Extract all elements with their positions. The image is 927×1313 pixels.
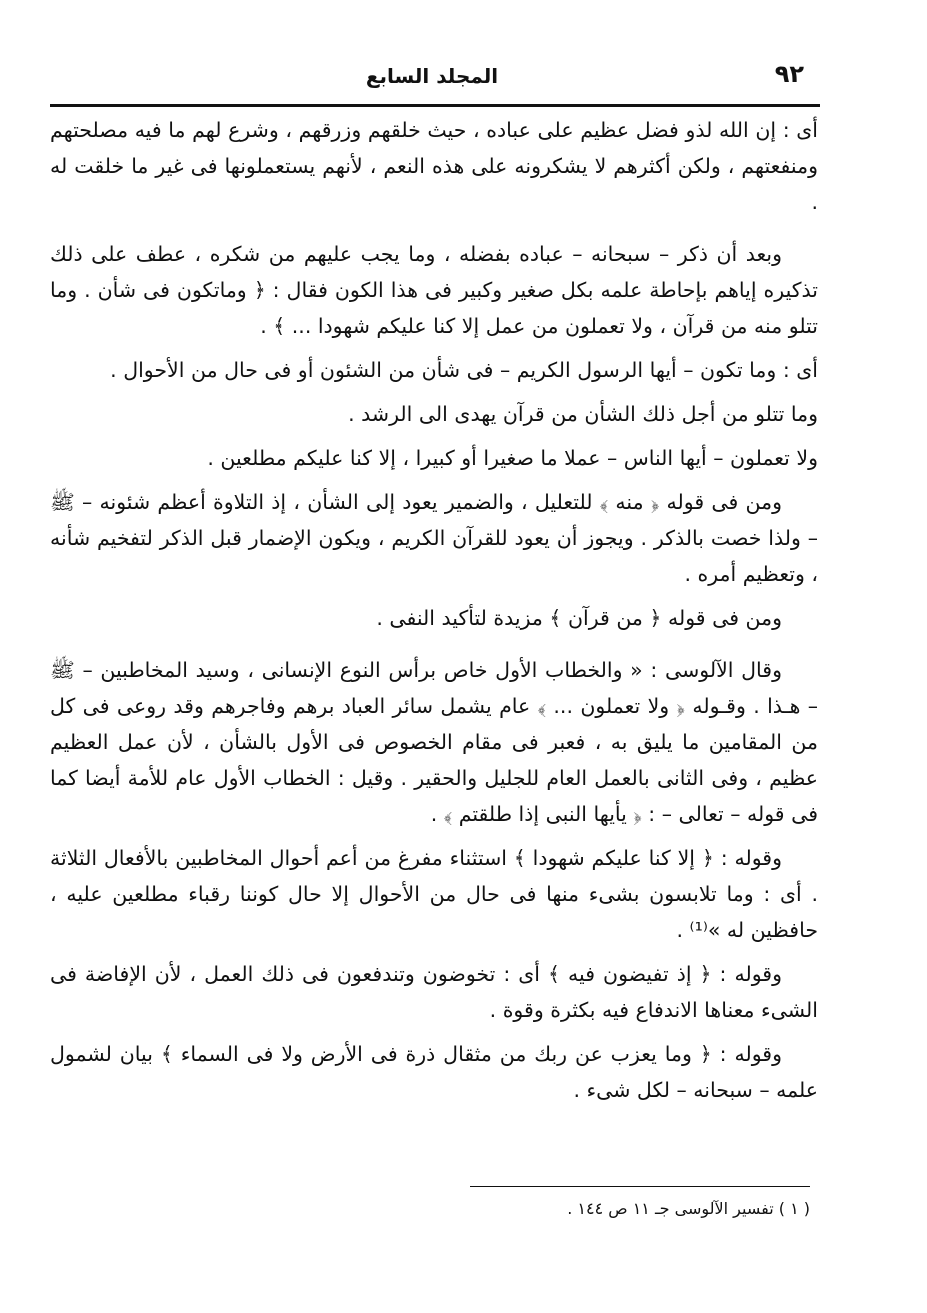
paragraph: ومن فى قوله ﴿ منه ﴾ للتعليل ، والضمير يعود إلى الشأن ، إذ التلاوة أعظم شئونه – ﷺ – ولذا خصت بالذكر . ويجوز أن يعود للقرآن الكريم ، ويكون الإضمار قبل الذكر لتفخيم شأنه ، وتعظيم أمره .	[50, 490, 818, 586]
paragraph: وقوله : ﴿ وما يعزب عن ربك من مثقال ذرة فى الأرض ولا فى السماء ﴾ بيان لشمول علمه – سبحانه – لكل شىء .	[50, 1042, 818, 1102]
paragraph: وقوله : ﴿ إذ تفيضون فيه ﴾ أى : تخوضون وتندفعون فى ذلك العمل ، لأن الإفاضة فى الشىء معناها الاندفاع فيه بكثرة وقوة .	[50, 962, 818, 1022]
paragraph: وقوله : ﴿ إلا كنا عليكم شهودا ﴾ استثناء مفرغ من أعم أحوال المخاطبين بالأفعال الثلاثة . أى : وما تلابسون بشىء منها فى حال من الأحوال إلا حال كوننا رقباء مطلعين عليه ، حافظين له »⁽¹⁾ .	[50, 846, 818, 942]
running-title: المجلد السابع	[365, 64, 499, 88]
header-divider	[50, 104, 820, 107]
paragraph: أى : إن الله لذو فضل عظيم على عباده ، حيث خلقهم وزرقهم ، وشرع لهم ما فيه مصلحتهم ومنفعتهم ، ولكن أكثرهم لا يشكرونه على هذه النعم ، لأنهم يستعملونها فى غير ما خلقت له .	[50, 118, 818, 214]
paragraph: أى : وما تكون – أيها الرسول الكريم – فى شأن من الشئون أو فى حال من الأحوال .	[110, 358, 818, 382]
paragraph: وما تتلو من أجل ذلك الشأن من قرآن يهدى الى الرشد .	[348, 402, 818, 426]
paragraph: ومن فى قوله ﴿ من قرآن ﴾ مزيدة لتأكيد النفى .	[376, 606, 782, 630]
paragraph: ولا تعملون – أيها الناس – عملا ما صغيرا أو كبيرا ، إلا كنا عليكم مطلعين .	[207, 446, 818, 470]
footnote-divider	[470, 1186, 810, 1187]
body-text	[50, 112, 818, 1116]
page-header	[52, 52, 812, 102]
paragraph: وقال الآلوسى : « والخطاب الأول خاص برأس النوع الإنسانى ، وسيد المخاطبين – ﷺ – هـذا . وقـوله ﴿ ولا تعملون ... ﴾ عام يشمل سائر العباد برهم وفاجرهم وقد روعى فى كل من المقامين ما يليق به ، فعبر فى مقام الخصوص فى الأول بالشأن ، لأن عمل العظيم عظيم ، وفى الثانى بالعمل العام للجليل والحقير . وقيل : الخطاب الأول عام للأمة أيضا كما فى قوله – تعالى – : ﴿ يأيها النبى إذا طلقتم ﴾ .	[50, 658, 818, 826]
paragraph: وبعد أن ذكر – سبحانه – عباده بفضله ، وما يجب عليهم من شكره ، عطف على ذلك تذكيره إياهم بإحاطة علمه بكل صغير وكبير فى هذا الكون فقال : ﴿ وماتكون فى شأن . وما تتلو منه من قرآن ، ولا تعملون من عمل إلا كنا عليكم شهودا ... ﴾ .	[50, 242, 818, 338]
page-number: ٩٢	[774, 60, 804, 88]
footnote: ( ١ ) تفسير الآلوسى جـ ١١ ص ١٤٤ .	[567, 1199, 810, 1218]
